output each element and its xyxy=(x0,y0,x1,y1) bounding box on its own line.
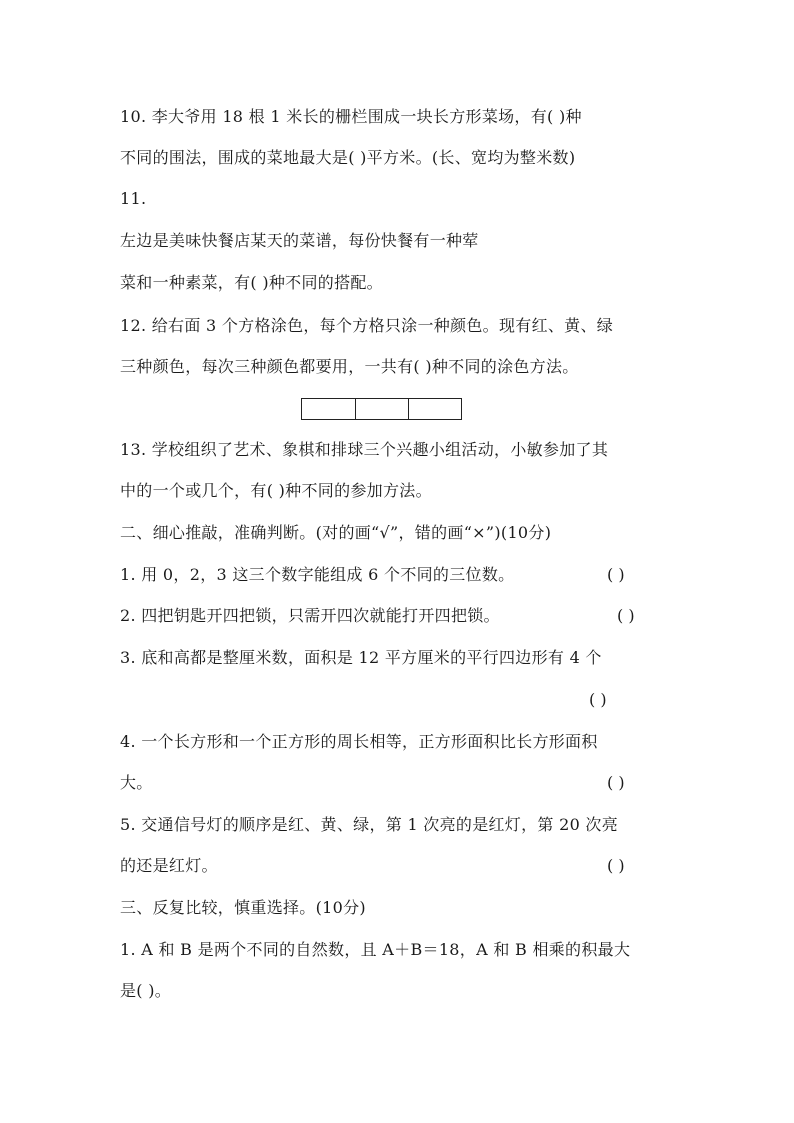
q12-line1: 12. 给右面 3 个方格涂色，每个方格只涂一种颜色。现有红、黄、绿 xyxy=(120,316,614,335)
judge-item-4-answer: ( ) xyxy=(607,773,625,792)
choice-item-1-line2: 是( )。 xyxy=(120,981,172,1000)
judge-item-2: 2. 四把钥匙开四把锁，只需开四次就能打开四把锁。 xyxy=(120,606,500,625)
choice-item-1-line1: 1. A 和 B 是两个不同的自然数，且 A＋B＝18，A 和 B 相乘的积最大 xyxy=(120,940,631,959)
judge-item-5-answer: ( ) xyxy=(607,856,625,875)
judge-item-4-line2: 大。 xyxy=(120,773,153,792)
judge-item-2-answer: ( ) xyxy=(617,606,635,625)
coloring-square-3 xyxy=(408,399,461,419)
q11-number: 11. xyxy=(120,189,147,208)
section2-title: 二、细心推敲，准确判断。(对的画“√”，错的画“×”)(10分) xyxy=(120,523,552,542)
q11-line2: 菜和一种素菜，有( )种不同的搭配。 xyxy=(120,273,383,292)
q12-line2: 三种颜色，每次三种颜色都要用，一共有( )种不同的涂色方法。 xyxy=(120,357,579,376)
q10-line1: 10. 李大爷用 18 根 1 米长的栅栏围成一块长方形菜场，有( )种 xyxy=(120,107,582,126)
q13-line1: 13. 学校组织了艺术、象棋和排球三个兴趣小组活动，小敏参加了其 xyxy=(120,440,609,459)
judge-item-4-line1: 4. 一个长方形和一个正方形的周长相等，正方形面积比长方形面积 xyxy=(120,732,598,751)
judge-item-5-line1: 5. 交通信号灯的顺序是红、黄、绿，第 1 次亮的是红灯，第 20 次亮 xyxy=(120,815,619,834)
q11-line1: 左边是美味快餐店某天的菜谱，每份快餐有一种荤 xyxy=(120,231,479,250)
coloring-square-2 xyxy=(355,399,408,419)
judge-item-3: 3. 底和高都是整厘米数，面积是 12 平方厘米的平行四边形有 4 个 xyxy=(120,648,602,667)
q10-line2: 不同的围法，围成的菜地最大是( )平方米。(长、宽均为整米数) xyxy=(120,148,576,167)
judge-item-1-answer: ( ) xyxy=(607,565,625,584)
coloring-square-1 xyxy=(302,399,355,419)
judge-item-1: 1. 用 0，2，3 这三个数字能组成 6 个不同的三位数。 xyxy=(120,565,515,584)
coloring-grid xyxy=(301,398,462,420)
section3-title: 三、反复比较，慎重选择。(10分) xyxy=(120,898,366,917)
q13-line2: 中的一个或几个，有( )种不同的参加方法。 xyxy=(120,481,432,500)
judge-item-3-answer: ( ) xyxy=(589,690,607,709)
judge-item-5-line2: 的还是红灯。 xyxy=(120,856,218,875)
